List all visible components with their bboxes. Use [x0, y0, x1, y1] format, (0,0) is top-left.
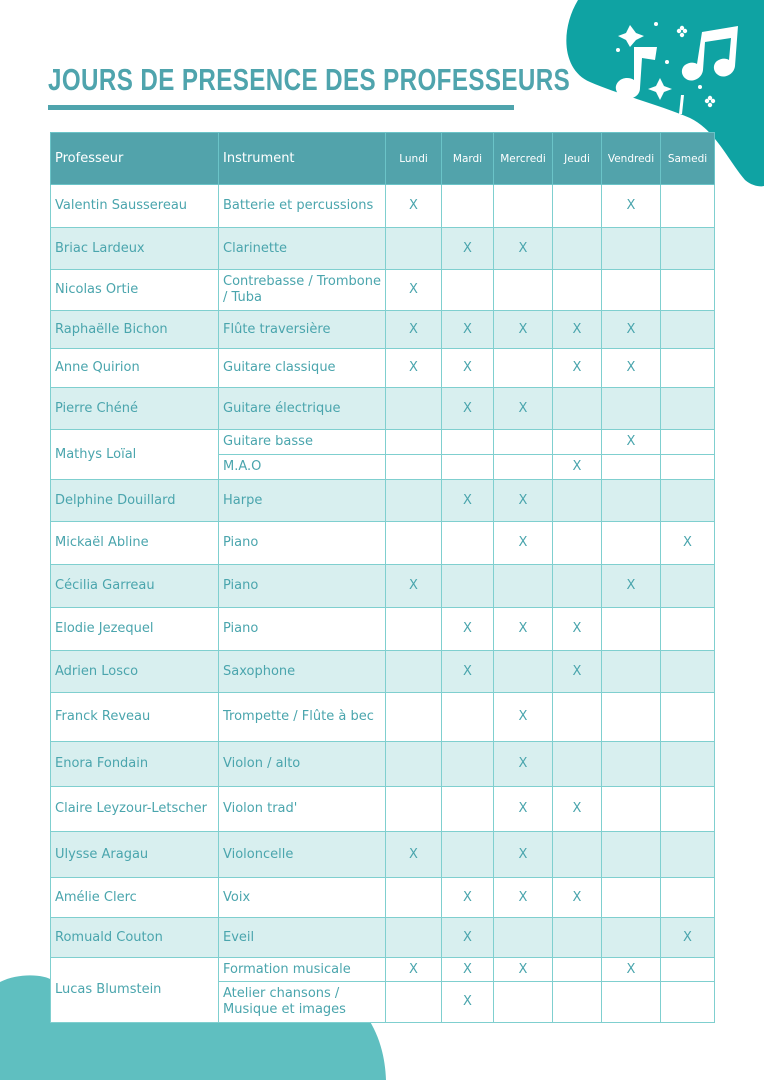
- page-title: JOURS DE PRESENCE DES PROFESSEURS: [48, 62, 571, 97]
- presence-mark: X: [494, 388, 553, 430]
- presence-mark: [661, 349, 715, 388]
- professor-name: Adrien Losco: [51, 651, 219, 693]
- presence-mark: [661, 787, 715, 832]
- instrument-name: Batterie et percussions: [219, 185, 386, 228]
- presence-mark: [553, 270, 602, 311]
- table-row: [51, 270, 715, 311]
- instrument-name: Harpe: [219, 480, 386, 522]
- presence-mark: X: [602, 349, 661, 388]
- instrument-name: M.A.O: [219, 455, 386, 480]
- presence-mark: X: [602, 958, 661, 982]
- instrument-name: Piano: [219, 608, 386, 651]
- professor-name: Cécilia Garreau: [51, 565, 219, 608]
- presence-mark: [602, 455, 661, 480]
- column-header-day: Jeudi: [553, 133, 602, 185]
- presence-mark: [386, 651, 442, 693]
- table-row: [51, 878, 715, 918]
- presence-mark: [386, 455, 442, 480]
- table-row: [51, 430, 715, 455]
- presence-mark: [386, 918, 442, 958]
- instrument-name: Violon trad': [219, 787, 386, 832]
- presence-mark: [602, 918, 661, 958]
- presence-mark: X: [494, 608, 553, 651]
- presence-mark: X: [494, 228, 553, 270]
- presence-mark: X: [494, 958, 553, 982]
- presence-mark: X: [494, 787, 553, 832]
- presence-mark: X: [494, 832, 553, 878]
- column-header-professor: Professeur: [51, 133, 219, 185]
- table-row: [51, 522, 715, 565]
- instrument-name: Guitare classique: [219, 349, 386, 388]
- presence-mark: [602, 787, 661, 832]
- table-row: [51, 832, 715, 878]
- table-row: [51, 388, 715, 430]
- presence-mark: X: [442, 958, 494, 982]
- presence-mark: X: [553, 651, 602, 693]
- presence-mark: [602, 522, 661, 565]
- presence-mark: [386, 693, 442, 742]
- table-row: [51, 918, 715, 958]
- table-row: [51, 787, 715, 832]
- presence-mark: X: [386, 270, 442, 311]
- instrument-name: Violoncelle: [219, 832, 386, 878]
- table-row: [51, 349, 715, 388]
- presence-mark: [553, 480, 602, 522]
- presence-mark: X: [602, 185, 661, 228]
- presence-mark: [661, 430, 715, 455]
- presence-mark: X: [442, 918, 494, 958]
- presence-mark: [386, 522, 442, 565]
- presence-mark: [553, 958, 602, 982]
- presence-mark: [553, 565, 602, 608]
- presence-mark: [661, 311, 715, 349]
- presence-mark: [602, 270, 661, 311]
- presence-mark: X: [442, 349, 494, 388]
- presence-mark: [442, 270, 494, 311]
- presence-mark: [386, 228, 442, 270]
- presence-mark: X: [386, 565, 442, 608]
- presence-mark: [661, 608, 715, 651]
- presence-mark: X: [553, 349, 602, 388]
- presence-mark: [602, 693, 661, 742]
- presence-mark: [602, 742, 661, 787]
- presence-mark: X: [386, 349, 442, 388]
- table-row: [51, 185, 715, 228]
- presence-mark: X: [553, 608, 602, 651]
- presence-mark: [494, 430, 553, 455]
- presence-mark: [602, 651, 661, 693]
- presence-mark: [553, 982, 602, 1023]
- presence-mark: X: [494, 878, 553, 918]
- table-body: [51, 185, 715, 1023]
- presence-mark: X: [553, 311, 602, 349]
- instrument-name: Guitare électrique: [219, 388, 386, 430]
- professor-name: Briac Lardeux: [51, 228, 219, 270]
- presence-mark: [661, 388, 715, 430]
- presence-mark: [661, 270, 715, 311]
- presence-mark: [386, 878, 442, 918]
- presence-mark: [494, 270, 553, 311]
- presence-mark: [661, 982, 715, 1023]
- professor-name: Mathys Loïal: [51, 430, 219, 480]
- table-row: [51, 565, 715, 608]
- presence-mark: X: [386, 958, 442, 982]
- instrument-name: Clarinette: [219, 228, 386, 270]
- presence-mark: [602, 480, 661, 522]
- presence-mark: X: [553, 455, 602, 480]
- presence-mark: [386, 480, 442, 522]
- table-row: [51, 958, 715, 982]
- instrument-name: Piano: [219, 522, 386, 565]
- column-header-day: Vendredi: [602, 133, 661, 185]
- instrument-name: Piano: [219, 565, 386, 608]
- presence-mark: X: [442, 228, 494, 270]
- presence-mark: X: [661, 522, 715, 565]
- table-row: [51, 480, 715, 522]
- professor-name: Lucas Blumstein: [51, 958, 219, 1023]
- presence-mark: [494, 651, 553, 693]
- presence-mark: [661, 693, 715, 742]
- presence-mark: [442, 430, 494, 455]
- presence-mark: [661, 651, 715, 693]
- presence-mark: [602, 982, 661, 1023]
- presence-mark: [442, 455, 494, 480]
- presence-mark: X: [602, 565, 661, 608]
- presence-mark: [553, 742, 602, 787]
- presence-mark: X: [442, 311, 494, 349]
- professor-name: Elodie Jezequel: [51, 608, 219, 651]
- presence-mark: [442, 522, 494, 565]
- column-header-day: Mercredi: [494, 133, 553, 185]
- presence-mark: [661, 878, 715, 918]
- professor-name: Delphine Douillard: [51, 480, 219, 522]
- presence-mark: X: [553, 787, 602, 832]
- presence-mark: [661, 565, 715, 608]
- professor-name: Valentin Saussereau: [51, 185, 219, 228]
- presence-mark: X: [442, 651, 494, 693]
- table-row: [51, 608, 715, 651]
- presence-mark: [494, 349, 553, 388]
- presence-mark: [602, 388, 661, 430]
- presence-mark: X: [386, 311, 442, 349]
- presence-mark: X: [442, 388, 494, 430]
- presence-mark: [602, 608, 661, 651]
- professor-name: Anne Quirion: [51, 349, 219, 388]
- instrument-name: Violon / alto: [219, 742, 386, 787]
- presence-mark: [494, 185, 553, 228]
- instrument-name: Flûte traversière: [219, 311, 386, 349]
- presence-mark: [494, 982, 553, 1023]
- professor-name: Enora Fondain: [51, 742, 219, 787]
- title-underline: [48, 105, 514, 110]
- presence-mark: X: [442, 878, 494, 918]
- professor-name: Mickaël Abline: [51, 522, 219, 565]
- instrument-name: Trompette / Flûte à bec: [219, 693, 386, 742]
- presence-mark: [386, 608, 442, 651]
- presence-mark: [386, 787, 442, 832]
- presence-mark: [553, 185, 602, 228]
- table-row: [51, 693, 715, 742]
- presence-mark: [553, 918, 602, 958]
- table-row: [51, 742, 715, 787]
- presence-mark: X: [494, 480, 553, 522]
- instrument-name: Saxophone: [219, 651, 386, 693]
- table-header-row: [51, 133, 715, 185]
- instrument-name: Guitare basse: [219, 430, 386, 455]
- presence-mark: [494, 455, 553, 480]
- presence-mark: X: [602, 311, 661, 349]
- presence-mark: [494, 918, 553, 958]
- column-header-day: Mardi: [442, 133, 494, 185]
- presence-mark: [442, 693, 494, 742]
- presence-mark: [602, 878, 661, 918]
- presence-mark: X: [494, 693, 553, 742]
- presence-mark: X: [442, 982, 494, 1023]
- presence-mark: X: [602, 430, 661, 455]
- presence-mark: X: [661, 918, 715, 958]
- instrument-name: Atelier chansons / Musique et images: [219, 982, 386, 1023]
- presence-table: [50, 132, 715, 1023]
- professor-name: Ulysse Aragau: [51, 832, 219, 878]
- column-header-day: Samedi: [661, 133, 715, 185]
- column-header-day: Lundi: [386, 133, 442, 185]
- presence-mark: [386, 430, 442, 455]
- presence-mark: [442, 185, 494, 228]
- presence-mark: [661, 455, 715, 480]
- professor-name: Raphaëlle Bichon: [51, 311, 219, 349]
- instrument-name: Voix: [219, 878, 386, 918]
- presence-mark: X: [386, 832, 442, 878]
- presence-mark: X: [494, 742, 553, 787]
- table-row: [51, 651, 715, 693]
- presence-mark: X: [494, 311, 553, 349]
- presence-mark: [602, 832, 661, 878]
- presence-mark: [661, 185, 715, 228]
- professor-name: Claire Leyzour-Letscher: [51, 787, 219, 832]
- presence-mark: X: [386, 185, 442, 228]
- instrument-name: Contrebasse / Trombone / Tuba: [219, 270, 386, 311]
- presence-mark: [442, 565, 494, 608]
- presence-mark: X: [442, 480, 494, 522]
- presence-mark: [442, 787, 494, 832]
- presence-mark: X: [553, 878, 602, 918]
- presence-mark: [442, 832, 494, 878]
- professor-name: Franck Reveau: [51, 693, 219, 742]
- presence-mark: [661, 228, 715, 270]
- presence-mark: [661, 742, 715, 787]
- column-header-instrument: Instrument: [219, 133, 386, 185]
- professor-name: Nicolas Ortie: [51, 270, 219, 311]
- presence-mark: [553, 430, 602, 455]
- presence-mark: [553, 832, 602, 878]
- presence-mark: [661, 958, 715, 982]
- presence-mark: X: [494, 522, 553, 565]
- presence-mark: [553, 228, 602, 270]
- presence-mark: [553, 522, 602, 565]
- presence-mark: [386, 742, 442, 787]
- presence-mark: [442, 742, 494, 787]
- presence-mark: [386, 388, 442, 430]
- professor-name: Pierre Chéné: [51, 388, 219, 430]
- instrument-name: Eveil: [219, 918, 386, 958]
- presence-mark: [386, 982, 442, 1023]
- presence-mark: X: [442, 608, 494, 651]
- professor-name: Amélie Clerc: [51, 878, 219, 918]
- presence-mark: [661, 832, 715, 878]
- table-row: [51, 228, 715, 270]
- presence-mark: [553, 388, 602, 430]
- professor-name: Romuald Couton: [51, 918, 219, 958]
- presence-mark: [553, 693, 602, 742]
- table-row: [51, 311, 715, 349]
- presence-mark: [661, 480, 715, 522]
- presence-mark: [494, 565, 553, 608]
- instrument-name: Formation musicale: [219, 958, 386, 982]
- presence-mark: [602, 228, 661, 270]
